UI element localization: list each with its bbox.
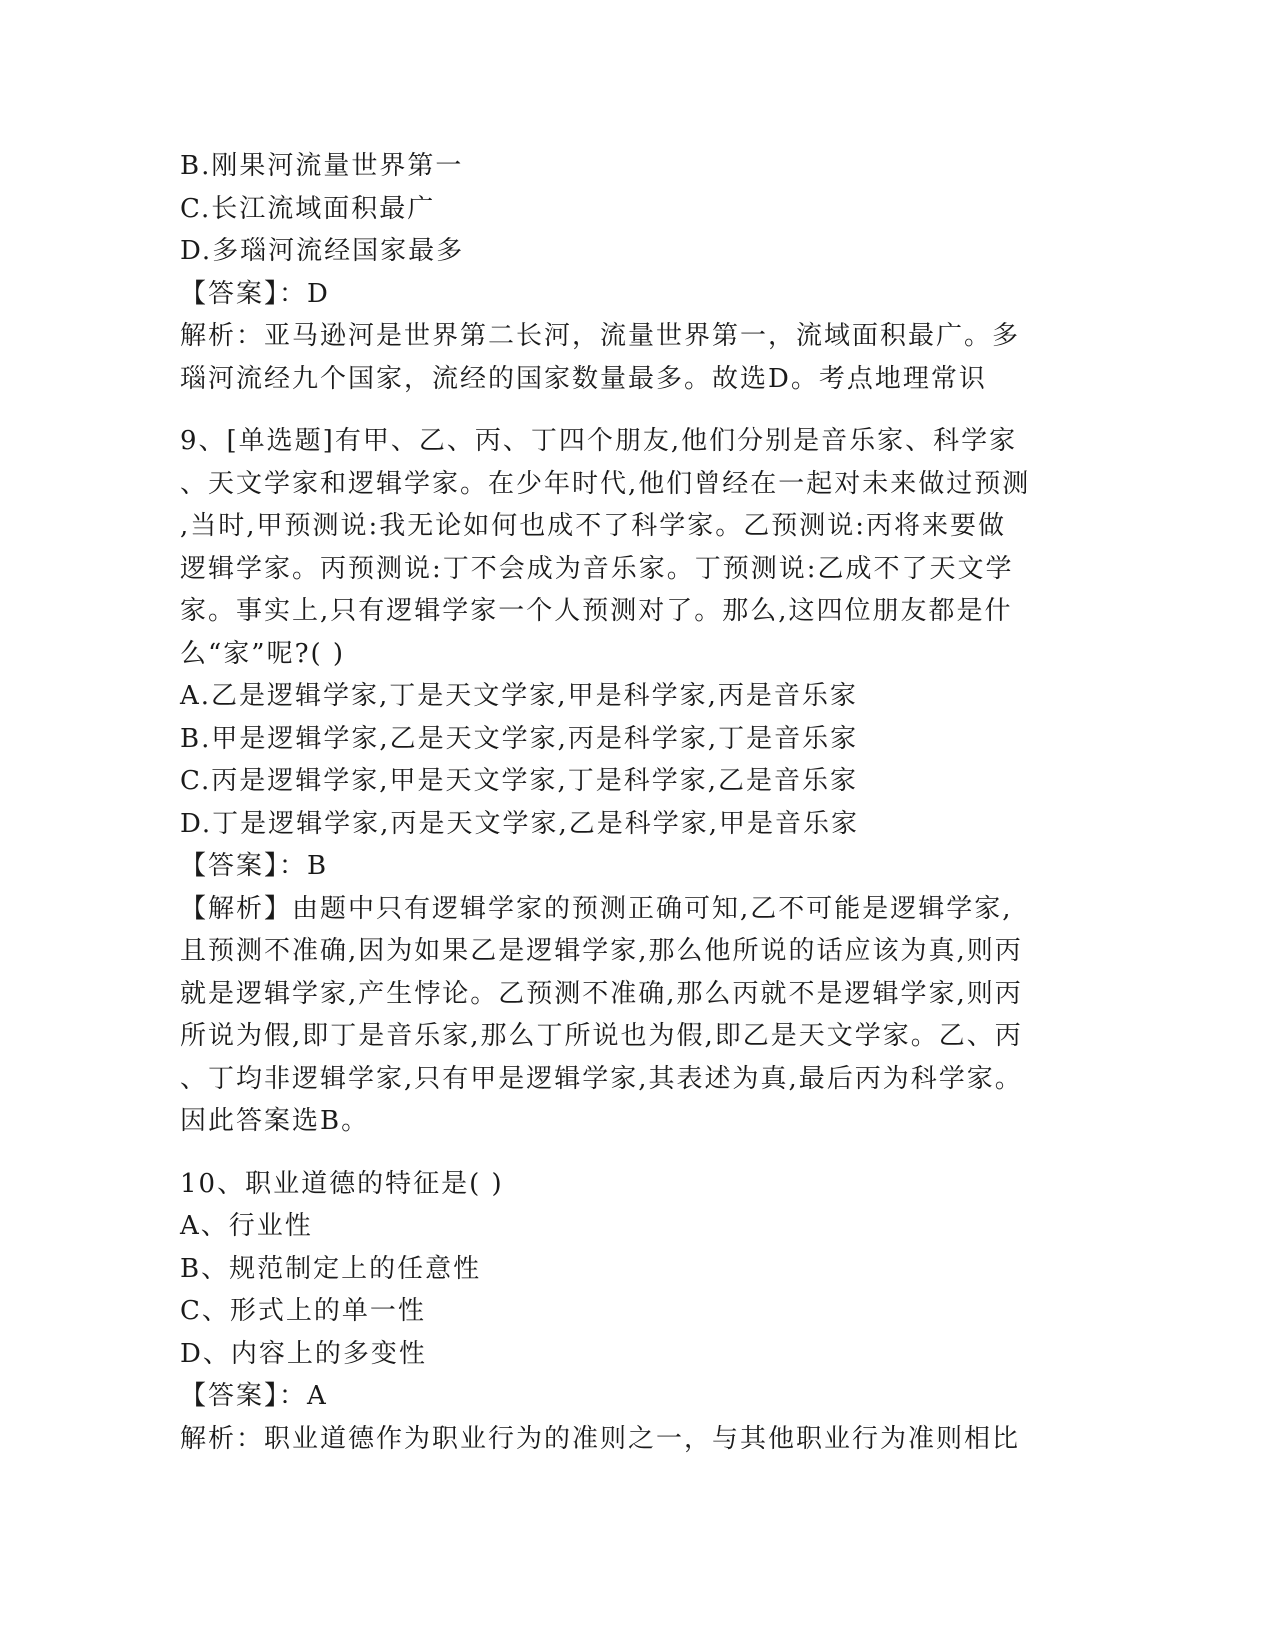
option-b: B.刚果河流量世界第一 <box>180 151 464 181</box>
question-stem-line: 9、[单选题]有甲、乙、丙、丁四个朋友,他们分别是音乐家、科学家 <box>180 426 1018 456</box>
option-d: D.丁是逻辑学家,丙是天文学家,乙是科学家,甲是音乐家 <box>180 808 859 839</box>
question-9 <box>180 420 1070 1143</box>
analysis-line: 就是逻辑学家,产生悖论。乙预测不准确,那么丙就不是逻辑学家,则丙 <box>180 978 1023 1009</box>
question-stem-line: 逻辑学家。丙预测说:丁不会成为音乐家。丁预测说:乙成不了天文学 <box>180 553 1014 584</box>
option-c: C.长江流域面积最广 <box>180 193 436 224</box>
option-b: B.甲是逻辑学家,乙是天文学家,丙是科学家,丁是音乐家 <box>180 723 859 754</box>
option-d: D、内容上的多变性 <box>180 1338 427 1369</box>
question-stem-line: 么“家”呢?( ) <box>180 638 346 669</box>
question-10 <box>180 1163 1070 1461</box>
document-page <box>180 145 1070 1460</box>
option-c: C.丙是逻辑学家,甲是天文学家,丁是科学家,乙是音乐家 <box>180 766 859 796</box>
answer: 【答案】：B <box>180 851 329 881</box>
option-a: A.乙是逻辑学家,丁是天文学家,甲是科学家,丙是音乐家 <box>180 681 858 711</box>
option-a: A、行业性 <box>180 1211 313 1241</box>
analysis-line: 解析：职业道德作为职业行为的准则之一，与其他职业行为准则相比 <box>180 1423 1021 1454</box>
analysis-line: 瑙河流经九个国家，流经的国家数量最多。故选D。考点地理常识 <box>180 363 987 394</box>
option-c: C、形式上的单一性 <box>180 1296 426 1326</box>
question-stem-line: 10、职业道德的特征是( ) <box>180 1168 504 1199</box>
analysis-line: 因此答案选B。 <box>180 1106 370 1136</box>
analysis-line: 且预测不准确,因为如果乙是逻辑学家,那么他所说的话应该为真,则丙 <box>180 936 1023 966</box>
analysis-line: 【解析】由题中只有逻辑学家的预测正确可知,乙不可能是逻辑学家, <box>180 893 1013 924</box>
question-stem-line: ,当时,甲预测说:我无论如何也成不了科学家。乙预测说:丙将来要做 <box>180 511 1007 541</box>
option-d: D.多瑙河流经国家最多 <box>180 236 465 266</box>
option-b: B、规范制定上的任意性 <box>180 1253 482 1284</box>
question-8-tail <box>180 145 1070 400</box>
analysis-line: 所说为假,即丁是音乐家,那么丁所说也为假,即乙是天文学家。乙、丙 <box>180 1021 1023 1051</box>
question-stem-line: 家。事实上,只有逻辑学家一个人预测对了。那么,这四位朋友都是什 <box>180 596 1013 626</box>
analysis-line: 解析：亚马逊河是世界第二长河，流量世界第一，流域面积最广。多 <box>180 321 1021 351</box>
question-stem-line: 、天文学家和逻辑学家。在少年时代,他们曾经在一起对未来做过预测 <box>180 468 1031 499</box>
answer: 【答案】：A <box>180 1381 328 1411</box>
analysis-line: 、丁均非逻辑学家,只有甲是逻辑学家,其表述为真,最后丙为科学家。 <box>180 1063 1023 1094</box>
answer: 【答案】：D <box>180 278 330 309</box>
